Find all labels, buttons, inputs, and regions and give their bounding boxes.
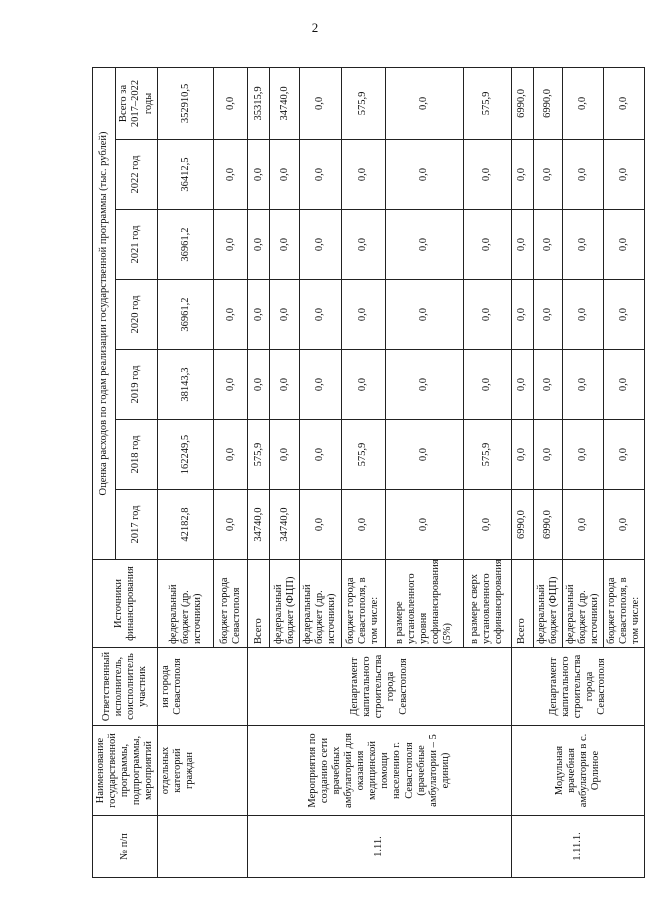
page-number: 2 [311,20,319,35]
year-value: 0,0 [385,280,463,350]
year-value: 34740,0 [248,490,270,560]
year-value: 0,0 [562,350,603,420]
year-value: 0,0 [270,210,300,280]
year-value: 0,0 [511,420,533,490]
year-value: 0,0 [270,350,300,420]
header-source: Источники финансирования [93,560,158,648]
year-value: 0,0 [300,490,341,560]
year-value: 0,0 [463,210,511,280]
header-year-2018: 2018 год [115,420,158,490]
year-value: 0,0 [533,420,562,490]
year-value: 0,0 [270,280,300,350]
row-number [158,816,248,878]
year-value: 0,0 [463,350,511,420]
total-value: 575,9 [341,67,385,139]
year-value: 0,0 [603,140,644,210]
total-value: 575,9 [463,67,511,139]
funding-source: бюджет города Севастополя, в том числе: [341,560,385,648]
year-value: 0,0 [385,420,463,490]
total-value: 35315,9 [248,67,270,139]
year-value: 162249,5 [158,420,214,490]
year-value: 0,0 [511,280,533,350]
year-value: 0,0 [248,140,270,210]
year-value: 6990,0 [511,490,533,560]
year-value: 36961,2 [158,210,214,280]
table-row [158,67,214,877]
year-value: 0,0 [270,140,300,210]
year-value: 0,0 [533,210,562,280]
header-year-2017: 2017 год [115,490,158,560]
year-value: 0,0 [511,350,533,420]
header-name: Наименование государственной программы, подпрограммы, мероприятий [93,726,158,816]
year-value: 0,0 [248,280,270,350]
year-value: 0,0 [214,280,248,350]
year-value: 34740,0 [270,490,300,560]
year-value: 0,0 [385,140,463,210]
total-value: 0,0 [385,67,463,139]
header-num: № п/п [93,816,158,878]
year-value: 0,0 [533,140,562,210]
year-value: 0,0 [562,210,603,280]
table-body [158,67,645,877]
header-year-2020: 2020 год [115,280,158,350]
funding-source: бюджет города Севастополя [214,560,248,648]
table-row [511,67,533,877]
total-value: 6990,0 [533,67,562,139]
measure-name: отдельных категорий граждан [158,726,248,816]
year-value: 0,0 [214,490,248,560]
year-value: 0,0 [341,280,385,350]
executor: Департамент капитального строительства города Севастополя [511,648,645,726]
measure-name: Модульная врачебная амбулатория в с. Орлиное [511,726,645,816]
budget-table [92,67,645,878]
year-value: 0,0 [603,280,644,350]
year-value: 0,0 [214,350,248,420]
year-value: 0,0 [341,490,385,560]
year-value: 0,0 [214,210,248,280]
year-value: 0,0 [603,210,644,280]
table-row [248,67,270,877]
table-wrapper [92,68,641,878]
total-value: 0,0 [603,67,644,139]
header-estimate: Оценка расходов по годам реализации государственной программы (тыс. рублей) [93,67,116,559]
year-value: 0,0 [603,420,644,490]
year-value: 0,0 [300,350,341,420]
year-value: 0,0 [463,140,511,210]
year-value: 0,0 [385,210,463,280]
year-value: 575,9 [341,420,385,490]
funding-source: бюджет города Севастополя, в том числе: [603,560,644,648]
year-value: 0,0 [300,280,341,350]
year-value: 0,0 [248,210,270,280]
year-value: 575,9 [463,420,511,490]
year-value: 575,9 [248,420,270,490]
year-value: 0,0 [562,280,603,350]
year-value: 0,0 [603,350,644,420]
total-value: 34740,0 [270,67,300,139]
total-value: 0,0 [214,67,248,139]
year-value: 0,0 [511,140,533,210]
year-value: 0,0 [300,140,341,210]
year-value: 0,0 [300,210,341,280]
executor: ия города Севастополя [158,648,248,726]
year-value: 0,0 [603,490,644,560]
funding-source: в размере установленного уровня софинансирования (5%) [385,560,463,648]
year-value: 0,0 [463,280,511,350]
total-value: 0,0 [562,67,603,139]
total-value: 0,0 [300,67,341,139]
funding-source: федеральный бюджет (др. источники) [300,560,341,648]
total-value: 6990,0 [511,67,533,139]
year-value: 0,0 [533,350,562,420]
year-value: 0,0 [248,350,270,420]
header-executor: Ответственный исполнитель, соисполнитель участник [93,648,158,726]
funding-source: федеральный бюджет (др. источники) [158,560,214,648]
header-total: Всего за 2017–2022 годы [115,67,158,139]
year-value: 0,0 [562,490,603,560]
header-year-2021: 2021 год [115,210,158,280]
funding-source: федеральный бюджет (ФЦП) [270,560,300,648]
row-number: 1.11. [248,816,511,878]
rotated-table-container [92,68,641,878]
year-value: 0,0 [562,140,603,210]
year-value: 36412,5 [158,140,214,210]
year-value: 0,0 [300,420,341,490]
year-value: 0,0 [463,490,511,560]
year-value: 0,0 [562,420,603,490]
year-value: 38143,3 [158,350,214,420]
executor: Департамент капитального строительства города Севастополя [248,648,511,726]
year-value: 0,0 [385,490,463,560]
funding-source: федеральный бюджет (др. источники) [562,560,603,648]
measure-name: Мероприятия по созданию сети врачебных амбулаторий для оказания медицинской помощи населению г. Севастополя (врачебные амбулатории – 5 единиц) [248,726,511,816]
year-value: 42182,8 [158,490,214,560]
year-value: 0,0 [341,140,385,210]
total-value: 352910,5 [158,67,214,139]
year-value: 6990,0 [533,490,562,560]
year-value: 0,0 [214,140,248,210]
header-year-2019: 2019 год [115,350,158,420]
funding-source: Всего [248,560,270,648]
year-value: 0,0 [341,210,385,280]
funding-source: федеральный бюджет (ФЦП) [533,560,562,648]
year-value: 0,0 [214,420,248,490]
year-value: 0,0 [270,420,300,490]
funding-source: в размере сверх установленного софинансирования [463,560,511,648]
funding-source: Всего [511,560,533,648]
year-value: 0,0 [511,210,533,280]
year-value: 0,0 [341,350,385,420]
row-number: 1.11.1. [511,816,645,878]
year-value: 0,0 [385,350,463,420]
header-year-2022: 2022 год [115,140,158,210]
year-value: 0,0 [533,280,562,350]
year-value: 36961,2 [158,280,214,350]
